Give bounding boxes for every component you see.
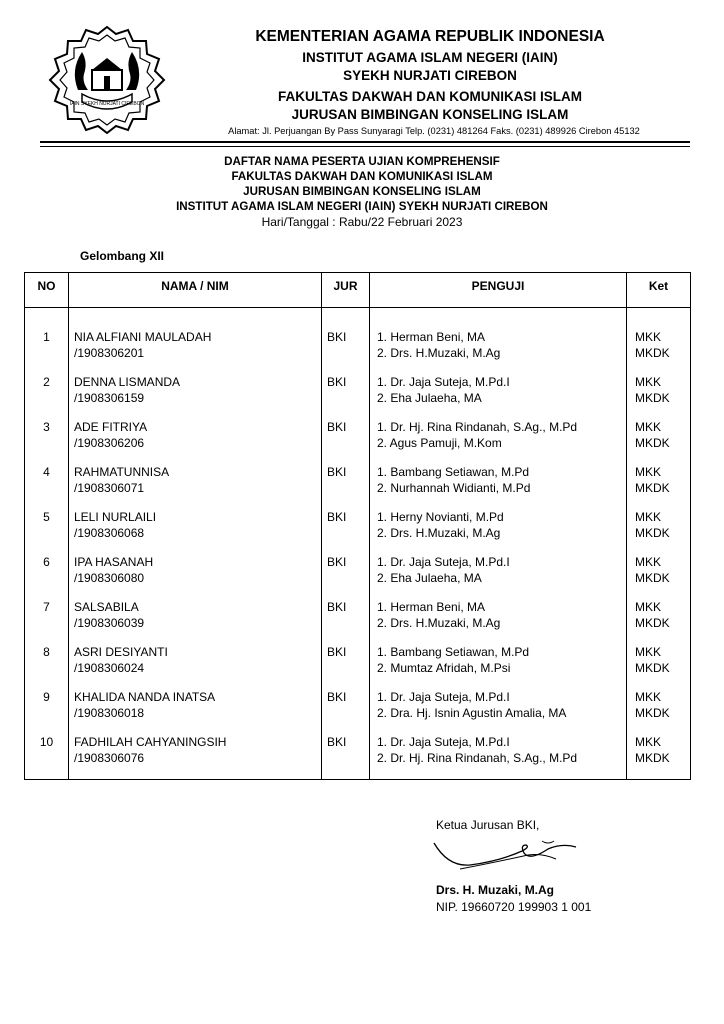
- row-name-nim: [69, 415, 322, 460]
- row-name-nim: [69, 640, 322, 685]
- row-examiner-2: 2. Eha Julaeha, MA: [377, 390, 482, 405]
- row-notes: [627, 685, 691, 730]
- row-name-nim: [69, 460, 322, 505]
- row-name: IPA HASANAH: [74, 555, 154, 569]
- table-row: [25, 595, 691, 640]
- row-jur: BKI: [322, 640, 370, 685]
- row-jur: BKI: [322, 505, 370, 550]
- row-nim: /1908306018: [74, 705, 145, 720]
- row-examiners: [370, 640, 627, 685]
- row-name-nim: [69, 370, 322, 415]
- document-title-department: JURUSAN BIMBINGAN KONSELING ISLAM: [243, 185, 481, 198]
- table-row: [25, 730, 691, 780]
- row-notes: [627, 730, 691, 780]
- row-examiners: [370, 460, 627, 505]
- row-notes: [627, 595, 691, 640]
- header-examiner: PENGUJI: [370, 273, 627, 308]
- row-examiner-2: 2. Nurhannah Widianti, M.Pd: [377, 480, 531, 495]
- row-note-1: MKK: [635, 735, 662, 749]
- letterhead-rule-thick: [40, 141, 690, 143]
- row-name: SALSABILA: [74, 600, 139, 614]
- row-jur: BKI: [322, 460, 370, 505]
- row-nim: /1908306024: [74, 660, 145, 675]
- signatory-nip: NIP. 19660720 199903 1 001: [436, 900, 592, 914]
- row-name: KHALIDA NANDA INATSA: [74, 690, 216, 704]
- row-no: 5: [25, 505, 69, 550]
- row-jur: BKI: [322, 550, 370, 595]
- row-name-nim: [69, 308, 322, 371]
- row-notes: [627, 415, 691, 460]
- row-name: FADHILAH CAHYANINGSIH: [74, 735, 227, 749]
- row-jur: BKI: [322, 685, 370, 730]
- row-no: 7: [25, 595, 69, 640]
- table-row: [25, 550, 691, 595]
- row-jur: BKI: [322, 370, 370, 415]
- row-notes: [627, 640, 691, 685]
- row-name: RAHMATUNNISA: [74, 465, 170, 479]
- row-name: DENNA LISMANDA: [74, 375, 181, 389]
- row-name-nim: [69, 595, 322, 640]
- row-examiner-1: 1. Herman Beni, MA: [377, 600, 486, 614]
- row-examiners: [370, 730, 627, 780]
- row-examiner-2: 2. Agus Pamuji, M.Kom: [377, 435, 502, 450]
- letterhead-ministry: KEMENTERIAN AGAMA REPUBLIK INDONESIA: [255, 28, 605, 45]
- row-note-2: MKDK: [635, 390, 670, 405]
- row-note-1: MKK: [635, 600, 662, 614]
- row-examiner-2: 2. Dra. Hj. Isnin Agustin Amalia, MA: [377, 705, 567, 720]
- row-examiner-1: 1. Dr. Jaja Suteja, M.Pd.I: [377, 555, 510, 569]
- table-row: [25, 370, 691, 415]
- letterhead-rule-thin: [40, 146, 690, 147]
- row-note-1: MKK: [635, 330, 662, 344]
- row-examiner-2: 2. Mumtaz Afridah, M.Psi: [377, 660, 511, 675]
- letterhead-address: Alamat: Jl. Perjuangan By Pass Sunyaragi Telp. (0231) 481264 Faks. (0231) 489926 Cirebon 45132: [228, 126, 640, 136]
- row-jur: BKI: [322, 595, 370, 640]
- row-jur: BKI: [322, 730, 370, 780]
- row-examiner-1: 1. Herny Novianti, M.Pd: [377, 510, 504, 524]
- row-note-2: MKDK: [635, 660, 670, 675]
- row-name-nim: [69, 505, 322, 550]
- letterhead-department: JURUSAN BIMBINGAN KONSELING ISLAM: [291, 107, 569, 122]
- row-name: LELI NURLAILI: [74, 510, 157, 524]
- table-row: [25, 505, 691, 550]
- row-note-2: MKDK: [635, 435, 670, 450]
- header-name: NAMA / NIM: [69, 273, 322, 308]
- row-note-1: MKK: [635, 465, 662, 479]
- row-examiner-1: 1. Dr. Jaja Suteja, M.Pd.I: [377, 375, 510, 389]
- table-header-row: [25, 273, 691, 308]
- handwritten-signature: [430, 835, 580, 881]
- participant-table: [24, 272, 691, 780]
- row-note-2: MKDK: [635, 480, 670, 495]
- row-examiners: [370, 550, 627, 595]
- row-note-1: MKK: [635, 420, 662, 434]
- row-examiners: [370, 595, 627, 640]
- row-note-1: MKK: [635, 510, 662, 524]
- institution-logo: [48, 24, 166, 136]
- row-note-2: MKDK: [635, 750, 670, 765]
- row-note-2: MKDK: [635, 345, 670, 360]
- row-no: 6: [25, 550, 69, 595]
- row-no: 3: [25, 415, 69, 460]
- header-note: Ket: [627, 273, 691, 308]
- row-notes: [627, 308, 691, 371]
- row-no: 9: [25, 685, 69, 730]
- row-nim: /1908306206: [74, 435, 145, 450]
- letterhead-institute: INSTITUT AGAMA ISLAM NEGERI (IAIN): [302, 50, 558, 65]
- row-nim: /1908306071: [74, 480, 145, 495]
- row-examiner-2: 2. Dr. Hj. Rina Rindanah, S.Ag., M.Pd: [377, 750, 578, 765]
- row-note-1: MKK: [635, 690, 662, 704]
- row-note-2: MKDK: [635, 615, 670, 630]
- row-examiners: [370, 415, 627, 460]
- letterhead-institute-name: SYEKH NURJATI CIREBON: [343, 68, 517, 83]
- row-examiner-1: 1. Dr. Hj. Rina Rindanah, S.Ag., M.Pd: [377, 420, 578, 434]
- document-title: DAFTAR NAMA PESERTA UJIAN KOMPREHENSIF: [224, 155, 500, 168]
- row-nim: /1908306080: [74, 570, 145, 585]
- row-examiner-2: 2. Drs. H.Muzaki, M.Ag: [377, 615, 501, 630]
- row-no: 2: [25, 370, 69, 415]
- row-name: ASRI DESIYANTI: [74, 645, 168, 659]
- row-note-2: MKDK: [635, 705, 670, 720]
- row-examiner-1: 1. Bambang Setiawan, M.Pd: [377, 645, 530, 659]
- row-examiner-1: 1. Herman Beni, MA: [377, 330, 486, 344]
- row-name-nim: [69, 685, 322, 730]
- row-name: NIA ALFIANI MAULADAH: [74, 330, 212, 344]
- row-note-1: MKK: [635, 375, 662, 389]
- row-notes: [627, 550, 691, 595]
- table-row: [25, 685, 691, 730]
- row-examiner-2: 2. Drs. H.Muzaki, M.Ag: [377, 345, 501, 360]
- row-nim: /1908306039: [74, 615, 145, 630]
- row-examiner-2: 2. Eha Julaeha, MA: [377, 570, 482, 585]
- row-note-1: MKK: [635, 645, 662, 659]
- row-nim: /1908306201: [74, 345, 145, 360]
- letterhead-faculty: FAKULTAS DAKWAH DAN KOMUNIKASI ISLAM: [278, 89, 582, 104]
- row-jur: BKI: [322, 415, 370, 460]
- row-nim: /1908306068: [74, 525, 145, 540]
- document-title-institute: INSTITUT AGAMA ISLAM NEGERI (IAIN) SYEKH NURJATI CIREBON: [176, 200, 548, 213]
- signatory-name: Drs. H. Muzaki, M.Ag: [436, 883, 555, 897]
- row-note-2: MKDK: [635, 525, 670, 540]
- row-jur: BKI: [322, 308, 370, 371]
- exam-date: Hari/Tanggal : Rabu/22 Februari 2023: [261, 215, 463, 229]
- row-no: 10: [25, 730, 69, 780]
- row-name-nim: [69, 730, 322, 780]
- row-examiners: [370, 685, 627, 730]
- row-examiners: [370, 308, 627, 371]
- signature-title: Ketua Jurusan BKI,: [436, 818, 540, 832]
- row-note-1: MKK: [635, 555, 662, 569]
- row-nim: /1908306076: [74, 750, 145, 765]
- row-examiner-1: 1. Bambang Setiawan, M.Pd: [377, 465, 530, 479]
- row-no: 1: [25, 308, 69, 371]
- row-notes: [627, 460, 691, 505]
- row-examiner-1: 1. Dr. Jaja Suteja, M.Pd.I: [377, 735, 510, 749]
- row-examiner-1: 1. Dr. Jaja Suteja, M.Pd.I: [377, 690, 510, 704]
- row-examiners: [370, 370, 627, 415]
- row-no: 4: [25, 460, 69, 505]
- row-notes: [627, 370, 691, 415]
- header-jur: JUR: [322, 273, 370, 308]
- row-name-nim: [69, 550, 322, 595]
- row-no: 8: [25, 640, 69, 685]
- row-examiner-2: 2. Drs. H.Muzaki, M.Ag: [377, 525, 501, 540]
- row-name: ADE FITRIYA: [74, 420, 148, 434]
- table-row: [25, 640, 691, 685]
- row-notes: [627, 505, 691, 550]
- row-nim: /1908306159: [74, 390, 145, 405]
- table-row: [25, 415, 691, 460]
- wave-label: Gelombang XII: [80, 249, 165, 263]
- table-row: [25, 460, 691, 505]
- header-no: NO: [25, 273, 69, 308]
- document-title-faculty: FAKULTAS DAKWAH DAN KOMUNIKASI ISLAM: [231, 170, 493, 183]
- row-examiners: [370, 505, 627, 550]
- svg-text:IAIN SYEKH NURJATI CIREBON: IAIN SYEKH NURJATI CIREBON: [69, 101, 145, 107]
- table-row: [25, 308, 691, 371]
- row-note-2: MKDK: [635, 570, 670, 585]
